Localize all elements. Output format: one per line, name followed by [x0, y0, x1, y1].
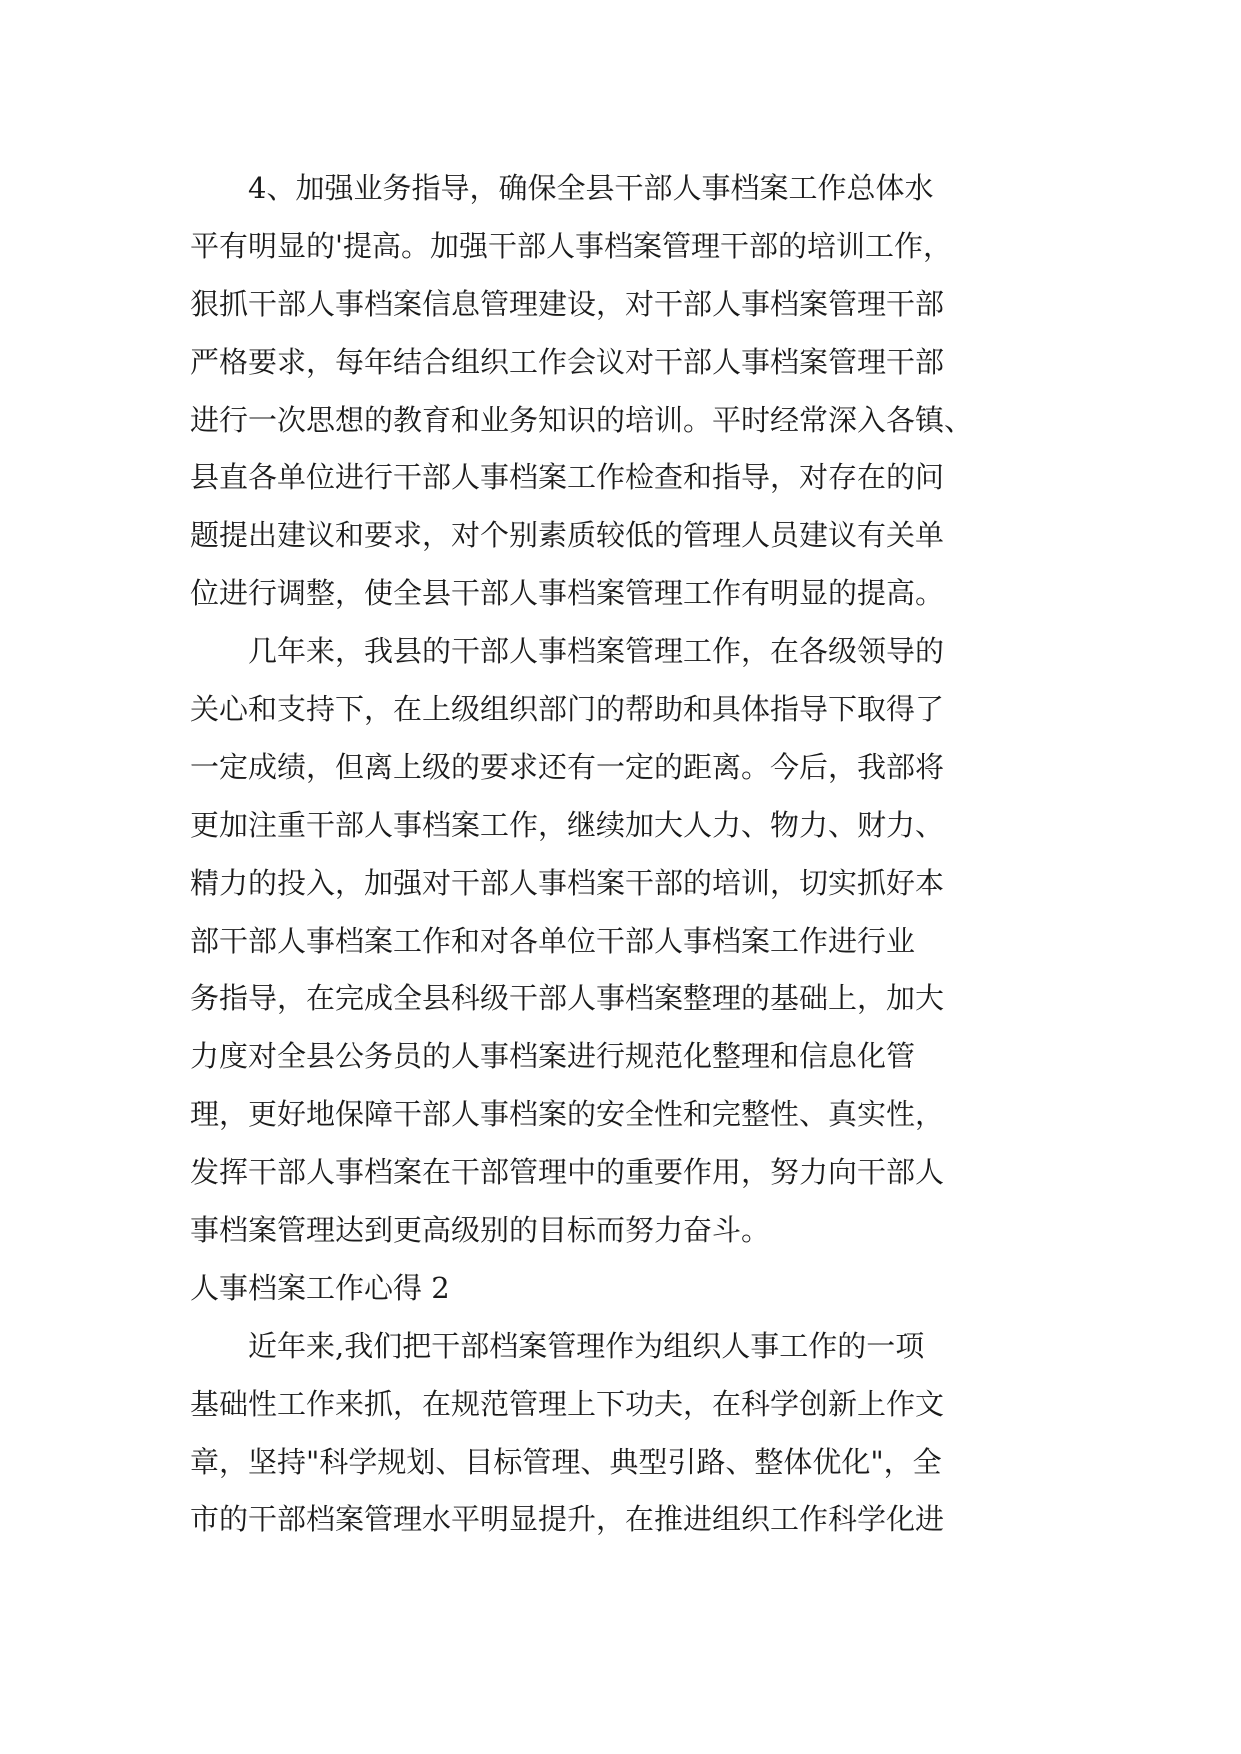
- section-heading: 人事档案工作心得 2: [190, 1270, 450, 1305]
- text-line: 部干部人事档案工作和对各单位干部人事档案工作进行业: [190, 923, 916, 958]
- text-line: 题提出建议和要求，对个别素质较低的管理人员建议有关单: [190, 518, 945, 553]
- text-line: 一定成绩，但离上级的要求还有一定的距离。今后，我部将: [190, 749, 945, 784]
- text-line: 关心和支持下，在上级组织部门的帮助和具体指导下取得了: [190, 692, 945, 727]
- text-line: 事档案管理达到更高级别的目标而努力奋斗。: [190, 1213, 771, 1248]
- text-line: 基础性工作来抓，在规范管理上下功夫，在科学创新上作文: [190, 1386, 945, 1421]
- text-line: 位进行调整，使全县干部人事档案管理工作有明显的提高。: [190, 576, 945, 611]
- text-line: 章，坚持"科学规划、目标管理、典型引路、整体优化"，全: [190, 1444, 942, 1479]
- text-line: 狠抓干部人事档案信息管理建设，对干部人事档案管理干部: [190, 286, 945, 321]
- text-line: 县直各单位进行干部人事档案工作检查和指导，对存在的问: [190, 460, 945, 495]
- text-line: 力度对全县公务员的人事档案进行规范化整理和信息化管: [190, 1039, 916, 1074]
- text-line: 更加注重干部人事档案工作，继续加大人力、物力、财力、: [190, 807, 945, 842]
- document-body: [190, 160, 1060, 1549]
- text-line: 精力的投入，加强对干部人事档案干部的培训，切实抓好本: [190, 865, 945, 900]
- text-line: 平有明显的'提高。加强干部人事档案管理干部的培训工作，: [190, 228, 952, 263]
- text-line: 务指导，在完成全县科级干部人事档案整理的基础上，加大: [190, 981, 945, 1016]
- text-line: 4、加强业务指导，确保全县干部人事档案工作总体水: [248, 171, 934, 205]
- text-line: 发挥干部人事档案在干部管理中的重要作用，努力向干部人: [190, 1155, 945, 1190]
- text-line: 严格要求，每年结合组织工作会议对干部人事档案管理干部: [190, 344, 945, 379]
- text-line: 近年来,我们把干部档案管理作为组织人事工作的一项: [248, 1328, 925, 1363]
- text-line: 市的干部档案管理水平明显提升，在推进组织工作科学化进: [190, 1502, 945, 1537]
- text-line: 进行一次思想的教育和业务知识的培训。平时经常深入各镇、: [190, 402, 974, 437]
- text-line: 几年来，我县的干部人事档案管理工作，在各级领导的: [248, 634, 945, 669]
- text-line: 理，更好地保障干部人事档案的安全性和完整性、真实性，: [190, 1097, 945, 1132]
